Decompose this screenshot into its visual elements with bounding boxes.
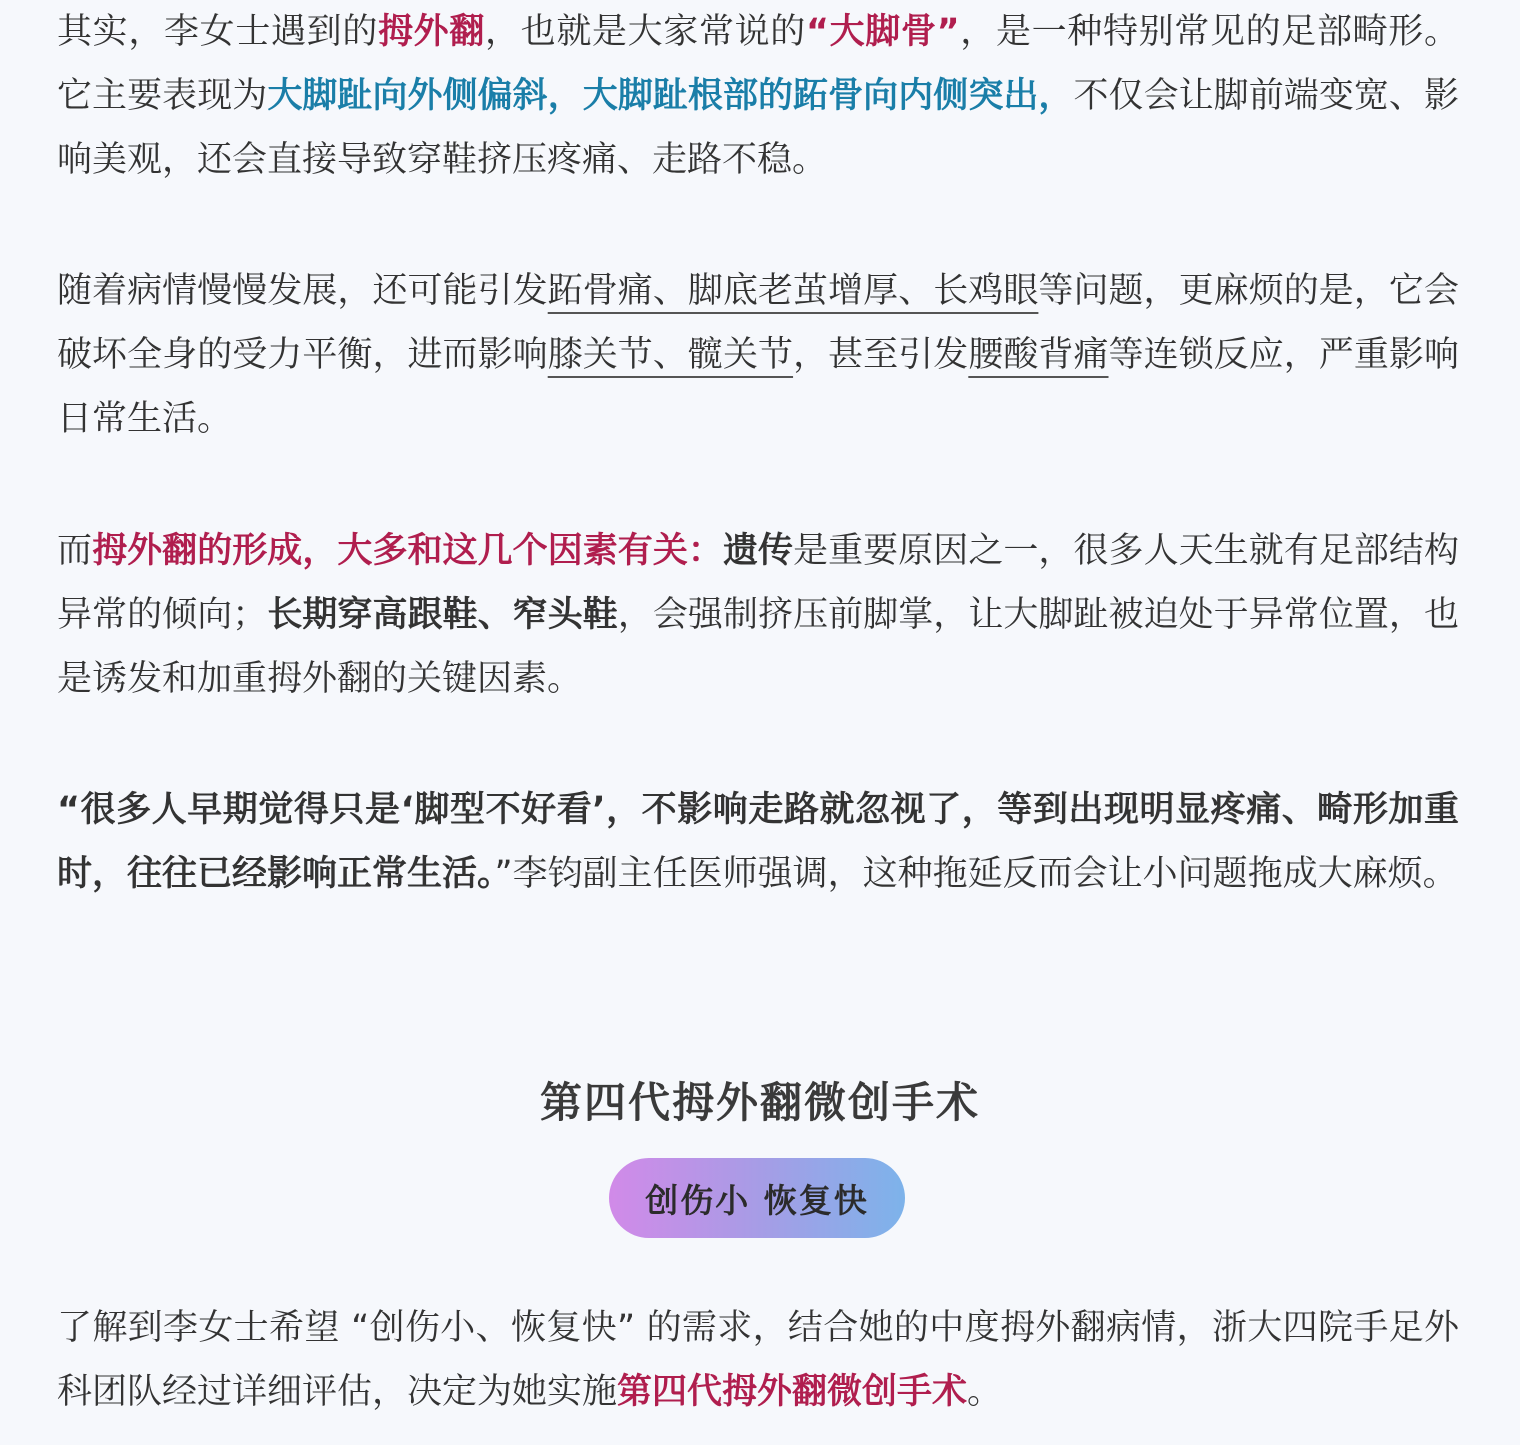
paragraph-surgery-decision — [57, 1296, 1459, 1424]
text-segment: ”李钧副主任医师强调，这种拖延反而会让小问题拖成大麻烦。 — [494, 854, 1458, 894]
bold-cause-genetics: 遗传 — [722, 531, 794, 571]
text-segment: 随着病情慢慢发展，还可能引发 — [57, 271, 548, 311]
underlined-joints: 膝关节、髋关节 — [547, 335, 794, 375]
text-segment: 等问题，更麻烦的是，它会破坏全身的受力平衡，进而影响 — [57, 271, 1459, 375]
text-segment: 而 — [57, 531, 93, 571]
bold-cause-footwear: 长期穿高跟鞋、窄头鞋 — [267, 595, 618, 635]
text-segment: ，甚至引发 — [793, 335, 969, 375]
highlight-surgery-name: 第四代拇外翻微创手术 — [617, 1372, 968, 1412]
section-title: 第四代拇外翻微创手术 — [539, 1078, 980, 1127]
text-segment: 其实，李女士遇到的 — [57, 12, 378, 52]
text-segment: ，会强制挤压前脚掌，让大脚趾被迫处于异常位置，也是诱发和加重拇外翻的关键因素。 — [57, 595, 1459, 699]
highlight-symptom-description: 大脚趾向外侧偏斜，大脚趾根部的跖骨向内侧突出， — [267, 76, 1074, 116]
text-segment: ，是一种特别常见的足部畸形。它主要表现为 — [57, 12, 1459, 116]
paragraph-hallux-valgus-definition — [57, 0, 1459, 192]
underlined-back-pain: 腰酸背痛 — [968, 335, 1109, 375]
text-segment: ，也就是大家常说的 — [484, 12, 806, 52]
paragraph-complications — [57, 259, 1459, 451]
paragraph-causes — [57, 519, 1459, 711]
highlight-term-bunion: “大脚骨” — [805, 12, 960, 52]
highlight-causes-heading: 拇外翻的形成，大多和这几个因素有关： — [92, 531, 723, 571]
paragraph-doctor-quote — [57, 778, 1459, 906]
text-segment: 是重要原因之一，很多人天生就有足部结构异常的倾向； — [57, 531, 1459, 635]
highlight-term-hallux-valgus: 拇外翻 — [377, 12, 485, 52]
text-segment: 不仅会让脚前端变宽、影响美观，还会直接导致穿鞋挤压疼痛、走路不稳。 — [57, 76, 1459, 180]
text-segment: 。 — [967, 1372, 1003, 1412]
bold-quote: “很多人早期觉得只是‘脚型不好看’，不影响走路就忽视了，等到出现明显疼痛、畸形加重时，往往已经影响正常生活。 — [57, 790, 1459, 894]
text-segment: 了解到李女士希望 “创伤小、恢复快” 的需求，结合她的中度拇外翻病情，浙大四院手足外科团队经过详细评估，决定为她实施 — [57, 1308, 1459, 1412]
section-tag-badge — [609, 1158, 905, 1238]
section-tag-label: 创伤小 恢复快 — [645, 1180, 869, 1220]
text-segment: 等连锁反应，严重影响日常生活。 — [57, 335, 1459, 439]
underlined-foot-problems: 跖骨痛、脚底老茧增厚、长鸡眼 — [547, 271, 1039, 311]
